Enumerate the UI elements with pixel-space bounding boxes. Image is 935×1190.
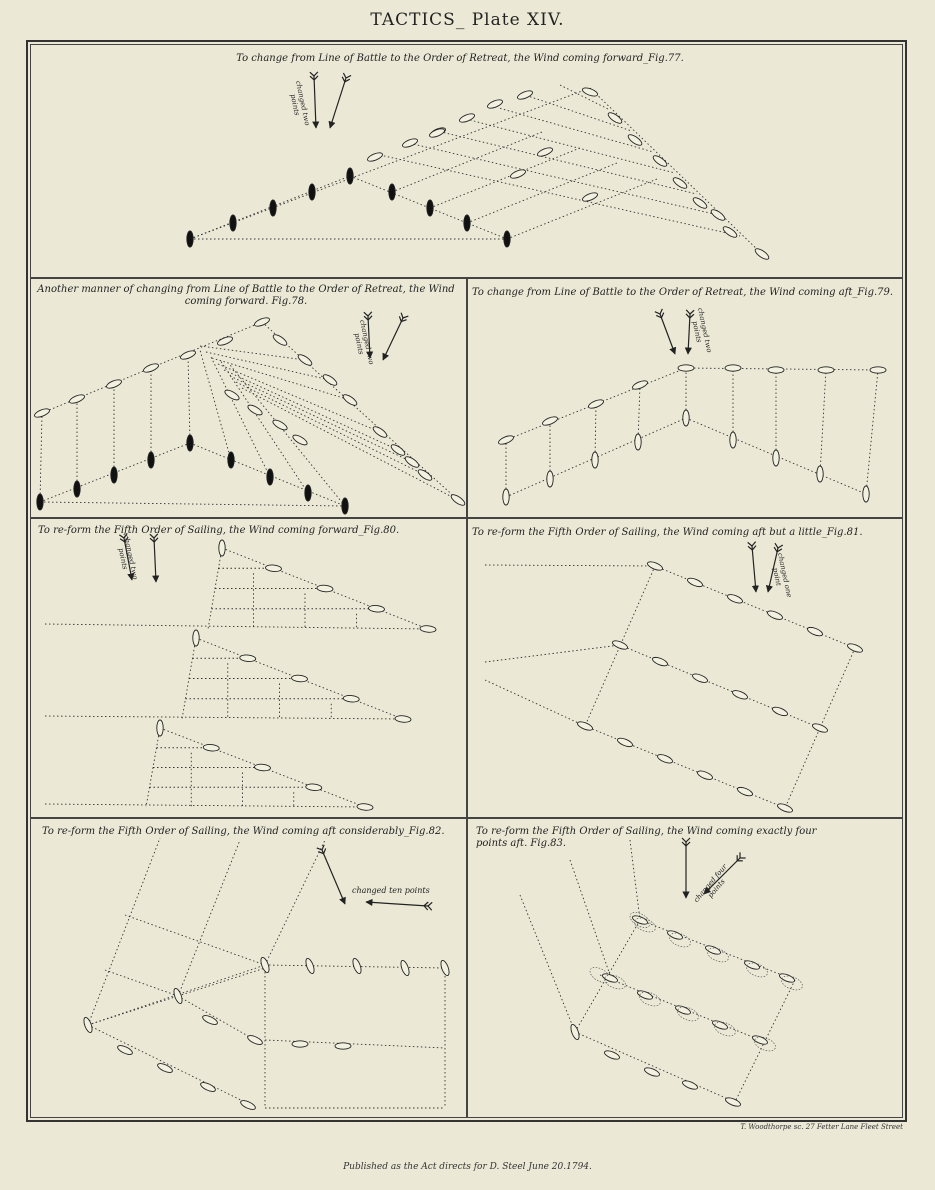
arrow-fletching <box>774 547 777 552</box>
arrow-fletching <box>661 313 663 318</box>
ship-fifth-order <box>399 959 410 976</box>
ship-order-of-retreat <box>536 146 553 158</box>
ship-line-of-battle <box>347 168 353 184</box>
ship-fifth-order <box>646 560 663 572</box>
ship-fifth-order <box>254 764 270 772</box>
ship-order-of-retreat <box>450 493 467 507</box>
ship-order-of-retreat <box>768 367 784 373</box>
arrow-fletching <box>752 546 756 550</box>
dotted-line <box>485 565 655 566</box>
ship-order-of-retreat <box>678 365 694 371</box>
ship-line-of-battle <box>635 434 641 450</box>
ship-order-of-retreat <box>587 398 604 410</box>
dotted-line <box>230 376 412 462</box>
dotted-line <box>178 968 265 996</box>
ship-order-of-retreat <box>672 176 689 190</box>
ship-fifth-order <box>156 1062 173 1075</box>
arrow-fletching <box>314 72 318 76</box>
arrow-fletching <box>428 906 432 910</box>
dotted-line <box>820 370 826 474</box>
dotted-line <box>105 970 178 996</box>
publisher-line: Published as the Act directs for D. Steel June 20.1794. <box>343 1162 592 1172</box>
ship-fifth-order <box>811 722 828 734</box>
ship-fifth-order <box>751 1034 768 1046</box>
ship-line-of-battle <box>863 486 869 502</box>
plate-title: TACTICS_ Plate XIV. <box>370 10 565 30</box>
wind-note-fig79: changed two points <box>690 307 714 354</box>
arrow-fletching <box>748 542 752 546</box>
dotted-line <box>507 179 657 239</box>
caption-fig77: To change from Line of Battle to the Order of Retreat, the Wind coming forward_Fig.77. <box>236 53 684 64</box>
ship-fifth-order <box>806 626 823 638</box>
ship-fifth-order <box>357 803 373 811</box>
dotted-line <box>210 355 270 477</box>
engraver-credit: T. Woodthorpe sc. 27 Fetter Lane Fleet Street <box>740 1123 903 1131</box>
ship-fifth-order <box>681 1079 698 1091</box>
ship-fifth-order <box>724 1096 741 1108</box>
ship-fifth-order <box>239 1099 256 1112</box>
arrow-fletching <box>364 312 368 316</box>
dotted-line <box>265 840 325 965</box>
ship-line-of-battle <box>817 466 823 482</box>
ship-line-of-battle <box>427 200 433 216</box>
ship-fifth-order <box>651 656 668 668</box>
ship-fifth-order <box>771 705 788 717</box>
ship-fifth-order <box>116 1044 133 1057</box>
ship-order-of-retreat <box>725 365 741 371</box>
caption-fig83: To re-form the Fifth Order of Sailing, the Wind coming exactly four points aft. Fig.83. <box>476 826 817 849</box>
arrow-fletching <box>690 310 694 314</box>
caption-fig80: To re-form the Fifth Order of Sailing, the Wind coming forward_Fig.80. <box>38 525 400 536</box>
arrow-fletching <box>124 533 127 538</box>
dotted-line <box>380 155 740 236</box>
ship-order-of-retreat <box>216 335 233 347</box>
ship-fifth-order <box>611 639 628 651</box>
arrow-fletching <box>778 545 783 548</box>
wind-arrow-new <box>366 902 428 906</box>
caption-fig81: To re-form the Fifth Order of Sailing, the Wind coming aft but a little_Fig.81. <box>472 527 863 538</box>
dotted-line <box>585 726 785 808</box>
wind-arrow-old <box>322 850 345 904</box>
arrow-fletching <box>424 902 428 906</box>
ship-fifth-order <box>172 987 183 1004</box>
dotted-line <box>630 840 640 920</box>
ship-order-of-retreat <box>607 111 624 125</box>
ship-fifth-order <box>603 1049 620 1061</box>
dotted-line <box>866 370 878 494</box>
dotted-line <box>200 350 231 460</box>
ship-fifth-order <box>686 576 703 588</box>
ship-fifth-order <box>656 753 673 765</box>
ship-line-of-battle <box>389 184 395 200</box>
arrow-fletching <box>317 848 322 850</box>
ship-fifth-order <box>395 715 411 723</box>
arrow-fletching <box>399 316 401 321</box>
ship-line-of-battle <box>228 452 234 468</box>
ship-fifth-order <box>82 1016 93 1033</box>
caption-fig79: To change from Line of Battle to the Order of Retreat, the Wind coming aft_Fig.79. <box>472 287 894 298</box>
wind-note-fig82: changed ten points <box>352 886 430 895</box>
wind-arrow-new <box>330 78 346 128</box>
dotted-line <box>45 804 365 807</box>
arrow-fletching <box>368 316 372 320</box>
ship-order-of-retreat <box>223 388 240 402</box>
ship-fifth-order <box>674 1004 691 1016</box>
ship-fifth-order <box>846 642 863 654</box>
ship-line-of-battle <box>305 485 311 501</box>
ship-order-of-retreat <box>404 455 421 469</box>
dotted-line <box>638 385 640 442</box>
dotted-line <box>88 838 160 1025</box>
ship-order-of-retreat <box>754 247 771 261</box>
ship-order-of-retreat <box>372 425 389 439</box>
ship-fifth-order <box>219 540 225 556</box>
dotted-line <box>570 860 610 975</box>
arrow-fletching <box>403 316 408 318</box>
ship-line-of-battle <box>187 435 193 451</box>
ship-fifth-order <box>351 957 362 974</box>
arrow-fletching <box>154 534 158 538</box>
arrow-fletching <box>686 314 690 318</box>
ship-order-of-retreat <box>692 196 709 210</box>
ship-line-of-battle <box>503 489 509 505</box>
ship-line-of-battle <box>187 231 193 247</box>
ship-fifth-order <box>778 972 795 984</box>
ship-fifth-order <box>704 944 721 956</box>
ship-fifth-order <box>726 593 743 605</box>
arrow-fletching <box>125 537 128 542</box>
ship-fifth-order <box>420 625 436 633</box>
ship-line-of-battle <box>267 469 273 485</box>
arrow-fletching <box>655 312 660 314</box>
dotted-line <box>178 840 240 996</box>
ship-fifth-order <box>240 654 256 662</box>
dotted-line <box>200 346 305 360</box>
ship-fifth-order <box>335 1043 351 1049</box>
ship-order-of-retreat <box>68 393 85 405</box>
ship-fifth-order <box>666 929 683 941</box>
dotted-line <box>88 996 178 1025</box>
wind-note-fig78: changed two points <box>352 319 376 366</box>
dotted-line <box>40 502 345 506</box>
ship-fifth-order <box>643 1066 660 1078</box>
wind-arrow-old <box>314 76 316 128</box>
ship-fifth-order <box>193 630 199 646</box>
ship-order-of-retreat <box>291 433 308 447</box>
dotted-line <box>500 108 653 152</box>
ship-fifth-order <box>292 1041 308 1047</box>
dotted-line <box>178 996 255 1040</box>
dotted-line <box>45 716 403 719</box>
arrow-fletching <box>682 838 686 842</box>
dotted-line <box>242 388 458 500</box>
arrow-fletching <box>310 72 314 76</box>
ship-order-of-retreat <box>581 191 598 203</box>
dotted-line <box>430 148 580 208</box>
arrow-fletching <box>752 542 756 546</box>
ship-order-of-retreat <box>342 393 359 407</box>
ship-fifth-order <box>291 675 307 683</box>
arrow-fletching <box>343 73 346 78</box>
wind-note-fig80: changed two points <box>116 534 140 581</box>
wind-arrow-new <box>768 548 778 592</box>
dotted-line <box>230 365 345 506</box>
wind-arrow-new <box>704 858 740 894</box>
ship-order-of-retreat <box>297 353 314 367</box>
dotted-line <box>88 1025 255 1107</box>
ship-order-of-retreat <box>458 112 475 124</box>
ship-fifth-order <box>569 1023 580 1040</box>
ship-fifth-order <box>711 1019 728 1031</box>
ship-order-of-retreat <box>142 362 159 374</box>
dotted-line <box>40 413 42 502</box>
ship-order-of-retreat <box>253 316 270 328</box>
ship-fifth-order <box>743 959 760 971</box>
ship-order-of-retreat <box>366 151 383 163</box>
ship-order-of-retreat <box>516 89 533 101</box>
arrow-fletching <box>660 309 662 314</box>
wind-arrow-old <box>124 538 132 580</box>
arrow-fletching <box>342 77 345 82</box>
ship-order-of-retreat <box>541 415 558 427</box>
dotted-line <box>188 355 190 443</box>
arrow-fletching <box>324 848 326 853</box>
wind-arrow-new <box>688 314 690 354</box>
ship-fifth-order <box>691 672 708 684</box>
ship-line-of-battle <box>148 452 154 468</box>
dotted-line <box>125 915 265 965</box>
ship-line-of-battle <box>504 231 510 247</box>
ship-fifth-order <box>616 736 633 748</box>
ship-fifth-order <box>696 769 713 781</box>
arrow-fletching <box>150 534 154 538</box>
dotted-line <box>485 645 620 662</box>
arrow-fletching <box>686 838 690 842</box>
arrow-fletching <box>428 902 432 906</box>
wind-note-fig81: changed one point <box>770 552 794 599</box>
ship-order-of-retreat <box>105 378 122 390</box>
ship-line-of-battle <box>773 450 779 466</box>
ship-fifth-order <box>199 1081 216 1094</box>
ship-line-of-battle <box>230 215 236 231</box>
ship-fifth-order <box>368 605 384 613</box>
ship-line-of-battle <box>111 467 117 483</box>
ship-line-of-battle <box>342 498 348 514</box>
wind-arrow-new <box>383 318 403 360</box>
ship-order-of-retreat <box>271 418 288 432</box>
ship-fifth-order <box>631 914 648 926</box>
ship-line-of-battle <box>730 432 736 448</box>
ship-line-of-battle <box>683 410 689 426</box>
dotted-line <box>45 624 428 629</box>
caption-fig82: To re-form the Fifth Order of Sailing, the Wind coming aft considerably_Fig.82. <box>42 826 445 837</box>
ship-fifth-order <box>306 783 322 791</box>
arrow-fletching <box>775 543 778 548</box>
ship-order-of-retreat <box>401 137 418 149</box>
wind-note-fig83: changed four points <box>692 862 729 905</box>
ship-fifth-order <box>343 695 359 703</box>
ship-fifth-order <box>731 689 748 701</box>
arrow-fletching <box>314 76 318 80</box>
ship-fifth-order <box>636 989 653 1001</box>
dotted-line <box>190 88 590 239</box>
wind-note-fig77: changed two points <box>288 80 312 127</box>
ship-line-of-battle <box>547 471 553 487</box>
ship-line-of-battle <box>592 452 598 468</box>
ship-line-of-battle <box>309 184 315 200</box>
ship-order-of-retreat <box>870 367 886 373</box>
ship-fifth-order <box>201 1014 218 1027</box>
dotted-line <box>218 364 380 432</box>
ship-fifth-order <box>766 609 783 621</box>
arrow-fletching <box>401 313 403 318</box>
ship-line-of-battle <box>270 200 276 216</box>
dotted-line <box>470 120 675 173</box>
arrow-fletching <box>154 538 158 542</box>
ship-order-of-retreat <box>322 373 339 387</box>
ship-line-of-battle <box>74 481 80 497</box>
wind-arrow-new <box>154 538 156 582</box>
dotted-line <box>590 88 762 254</box>
ship-order-of-retreat <box>390 443 407 457</box>
dotted-line <box>485 680 585 726</box>
ship-fifth-order <box>576 720 593 732</box>
arrow-fletching <box>346 75 351 78</box>
dotted-line <box>575 1032 735 1102</box>
ship-fifth-order <box>776 802 793 814</box>
ship-order-of-retreat <box>272 333 289 347</box>
arrow-fletching <box>686 310 690 314</box>
ship-line-of-battle <box>464 215 470 231</box>
ship-fifth-order <box>157 720 163 736</box>
ship-fifth-order <box>265 564 281 572</box>
ship-fifth-order <box>246 1034 263 1047</box>
wind-arrow-old <box>660 314 675 354</box>
arrow-fletching <box>368 312 372 316</box>
dotted-line <box>236 382 425 475</box>
ship-fifth-order <box>736 786 753 798</box>
ship-fifth-order <box>203 744 219 752</box>
ship-fifth-order <box>317 585 333 593</box>
dotted-line <box>206 352 330 380</box>
wind-arrow-old <box>368 316 370 358</box>
dotted-line <box>520 895 575 1032</box>
ship-order-of-retreat <box>818 367 834 373</box>
dotted-line <box>220 360 308 493</box>
ship-order-of-retreat <box>581 86 598 97</box>
wind-arrow-old <box>752 546 756 592</box>
ship-line-of-battle <box>37 494 43 510</box>
caption-fig78: Another manner of changing from Line of Battle to the Order of Retreat, the Wind coming forward. Fig.78. <box>37 284 455 307</box>
ship-order-of-retreat <box>627 133 644 147</box>
arrow-fletching <box>119 535 124 538</box>
dotted-line <box>620 645 820 728</box>
ship-order-of-retreat <box>710 208 727 222</box>
ship-order-of-retreat <box>179 349 196 361</box>
ship-order-of-retreat <box>246 403 263 417</box>
ship-order-of-retreat <box>509 168 526 180</box>
